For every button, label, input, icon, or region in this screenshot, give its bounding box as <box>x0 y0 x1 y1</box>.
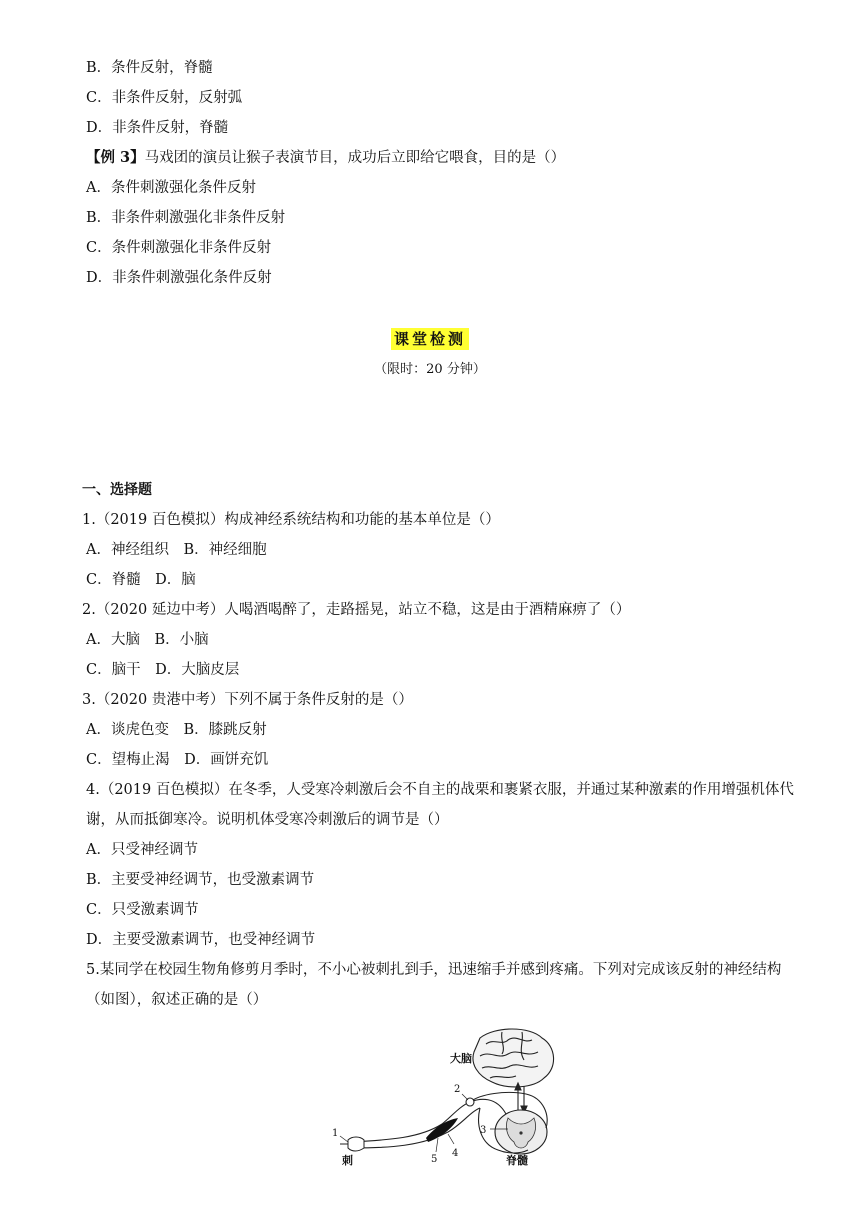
brain-drawing <box>473 1029 554 1087</box>
section-title-text: 课堂检测 <box>391 328 469 350</box>
q5-stem: 5.某同学在校园生物角修剪月季时，不小心被刺扎到手，迅速缩手并感到疼痛。下列对完成该反射的神经结构（如图），叙述正确的是（） <box>86 962 782 1008</box>
time-limit: （限时：20 分钟） <box>374 362 486 377</box>
q4-option-d: D．主要受激素调节，也受神经调节 <box>86 932 316 948</box>
example3-stem <box>86 148 565 168</box>
figure-label-brain: 大脑 <box>450 1052 472 1065</box>
q4-stem: 4.（2019 百色模拟）在冬季，人受寒冷刺激后会不自主的战栗和裹紧衣服，并通过某种激素的作用增强机体代谢，从而抵御寒冷。说明机体受寒冷刺激后的调节是（） <box>86 782 794 828</box>
example3-tag: 【例 3】 <box>86 149 145 166</box>
q4-option-b: B．主要受神经调节，也受激素调节 <box>86 872 315 888</box>
example3-stem-text: 马戏团的演员让猴子表演节目，成功后立即给它喂食，目的是（） <box>144 150 566 166</box>
figure-number-3: 3 <box>480 1125 487 1136</box>
figure-number-4: 4 <box>452 1148 459 1159</box>
example3-option-d: D．非条件刺激强化条件反射 <box>86 270 272 286</box>
q1-options-row1: A．神经组织 B．神经细胞 <box>86 542 267 558</box>
figure-number-5: 5 <box>431 1154 438 1165</box>
q2-options-row1: A．大脑 B．小脑 <box>86 632 209 648</box>
prev-option-d: D．非条件反射，脊髓 <box>86 120 229 136</box>
leader-lines <box>340 1094 508 1152</box>
q1-stem: 1.（2019 百色模拟）构成神经系统结构和功能的基本单位是（） <box>82 512 500 528</box>
example3-option-c: C．条件刺激强化非条件反射 <box>86 240 272 256</box>
q2-options-row2: C．脑干 D．大脑皮层 <box>86 662 240 678</box>
q3-options-row1: A．谈虎色变 B．膝跳反射 <box>86 722 267 738</box>
figure-label-thorn: 刺 <box>342 1154 353 1166</box>
section-title <box>0 328 860 349</box>
q3-options-row2: C．望梅止渴 D．画饼充饥 <box>86 752 269 768</box>
prev-option-c: C．非条件反射，反射弧 <box>86 90 243 106</box>
part1-heading: 一、选择题 <box>82 482 152 498</box>
brain-spinal-arrows <box>515 1083 527 1113</box>
figure-number-1: 1 <box>332 1128 339 1139</box>
reflex-arc-figure <box>330 1024 560 1166</box>
prev-option-b: B．条件反射，脊髓 <box>86 60 213 76</box>
figure-number-2: 2 <box>454 1084 461 1095</box>
q4-option-a: A．只受神经调节 <box>86 842 198 858</box>
q3-stem: 3.（2020 贵港中考）下列不属于条件反射的是（） <box>82 692 413 708</box>
q1-options-row2: C．脊髓 D．脑 <box>86 572 196 588</box>
example3-option-a: A．条件刺激强化条件反射 <box>86 180 256 196</box>
spinal-cord-drawing <box>495 1110 547 1154</box>
q2-stem: 2.（2020 延边中考）人喝酒喝醉了，走路摇晃，站立不稳，这是由于酒精麻痹了（） <box>82 602 631 618</box>
figure-label-spinal: 脊髓 <box>506 1154 528 1166</box>
example3-option-b: B．非条件刺激强化非条件反射 <box>86 210 286 226</box>
q4-option-c: C．只受激素调节 <box>86 902 199 918</box>
